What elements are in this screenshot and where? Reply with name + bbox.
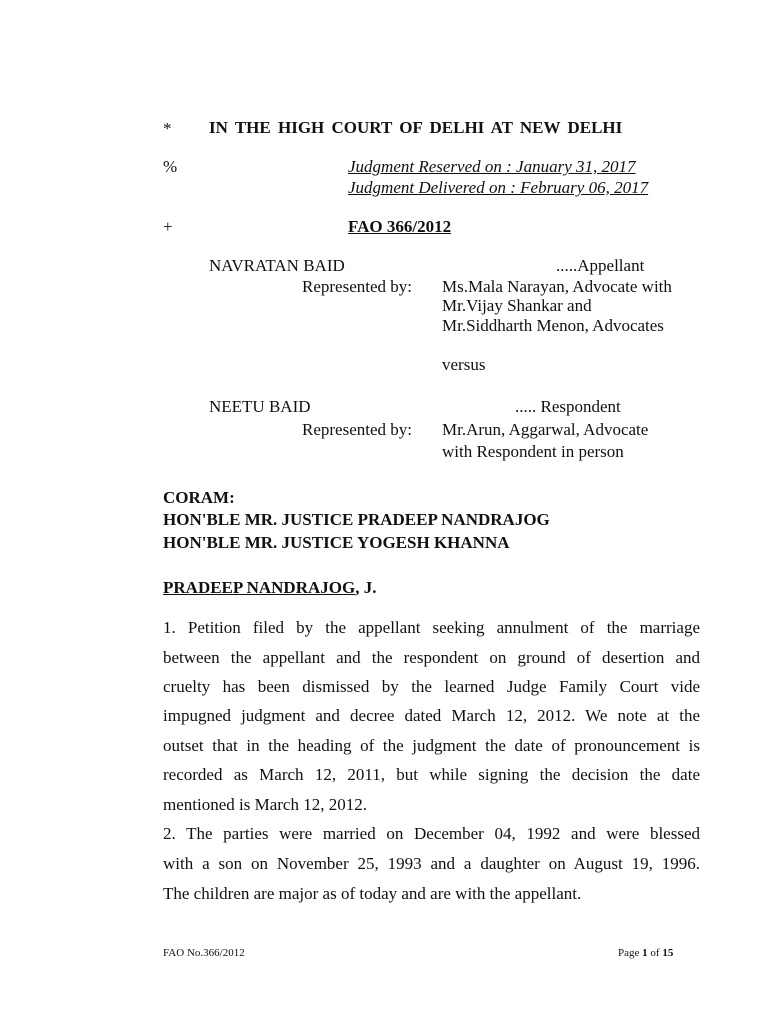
paragraph-2-line: 2. The parties were married on December 04, 1992 and were blessed bbox=[163, 824, 700, 843]
paragraph-1-line: cruelty has been dismissed by the learned Judge Family Court vide bbox=[163, 677, 700, 696]
respondent-counsel-line: with Respondent in person bbox=[442, 442, 624, 461]
page-total: 15 bbox=[662, 947, 674, 959]
respondent-counsel-line: Mr.Arun, Aggarwal, Advocate bbox=[442, 420, 649, 439]
respondent-name: NEETU BAID bbox=[209, 397, 311, 416]
star-mark: * bbox=[163, 119, 172, 138]
respondent-role: ..... Respondent bbox=[515, 397, 621, 416]
footer-page-indicator bbox=[618, 947, 673, 959]
page-label: Page bbox=[618, 947, 640, 959]
case-number: FAO 366/2012 bbox=[348, 217, 452, 236]
paragraph-1-line: outset that in the heading of the judgment the date of pronouncement is bbox=[163, 736, 700, 755]
appellant-counsel-line: Ms.Mala Narayan, Advocate with bbox=[442, 277, 672, 296]
coram-judge: HON'BLE MR. JUSTICE YOGESH KHANNA bbox=[163, 533, 510, 552]
paragraph-1-line: between the appellant and the respondent on ground of desertion and bbox=[163, 648, 700, 667]
appellant-counsel-line: Mr.Vijay Shankar and bbox=[442, 296, 592, 315]
footer-case-number: FAO No.366/2012 bbox=[163, 947, 245, 959]
appellant-role: .....Appellant bbox=[556, 256, 645, 275]
represented-by-label: Represented by: bbox=[302, 420, 412, 439]
author-name: PRADEEP NANDRAJOG bbox=[163, 578, 356, 597]
versus-label: versus bbox=[442, 355, 486, 374]
appellant-counsel-line: Mr.Siddharth Menon, Advocates bbox=[442, 316, 664, 335]
of-label: of bbox=[650, 947, 660, 959]
author-suffix: , J. bbox=[355, 578, 377, 597]
judgment-reserved-date: Judgment Reserved on : January 31, 2017 bbox=[348, 157, 636, 176]
paragraph-2-line: The children are major as of today and are with the appellant. bbox=[163, 884, 582, 903]
plus-mark: + bbox=[163, 217, 173, 236]
page-number: 1 bbox=[642, 947, 648, 959]
paragraph-1-line: impugned judgment and decree dated March 12, 2012. We note at the bbox=[163, 706, 700, 725]
paragraph-1-line: recorded as March 12, 2011, but while signing the decision the date bbox=[163, 765, 700, 784]
paragraph-1-line: 1. Petition filed by the appellant seeking annulment of the marriage bbox=[163, 618, 700, 637]
coram-label: CORAM: bbox=[163, 488, 235, 507]
paragraph-1-line: mentioned is March 12, 2012. bbox=[163, 795, 367, 814]
represented-by-label: Represented by: bbox=[302, 277, 412, 296]
percent-mark: % bbox=[163, 157, 178, 176]
court-title: IN THE HIGH COURT OF DELHI AT NEW DELHI bbox=[209, 118, 623, 137]
appellant-name: NAVRATAN BAID bbox=[209, 256, 345, 275]
coram-judge: HON'BLE MR. JUSTICE PRADEEP NANDRAJOG bbox=[163, 510, 550, 529]
paragraph-2-line: with a son on November 25, 1993 and a daughter on August 19, 1996. bbox=[163, 854, 700, 873]
judgment-author bbox=[163, 578, 376, 598]
judgment-delivered-date: Judgment Delivered on : February 06, 2017 bbox=[348, 178, 649, 197]
